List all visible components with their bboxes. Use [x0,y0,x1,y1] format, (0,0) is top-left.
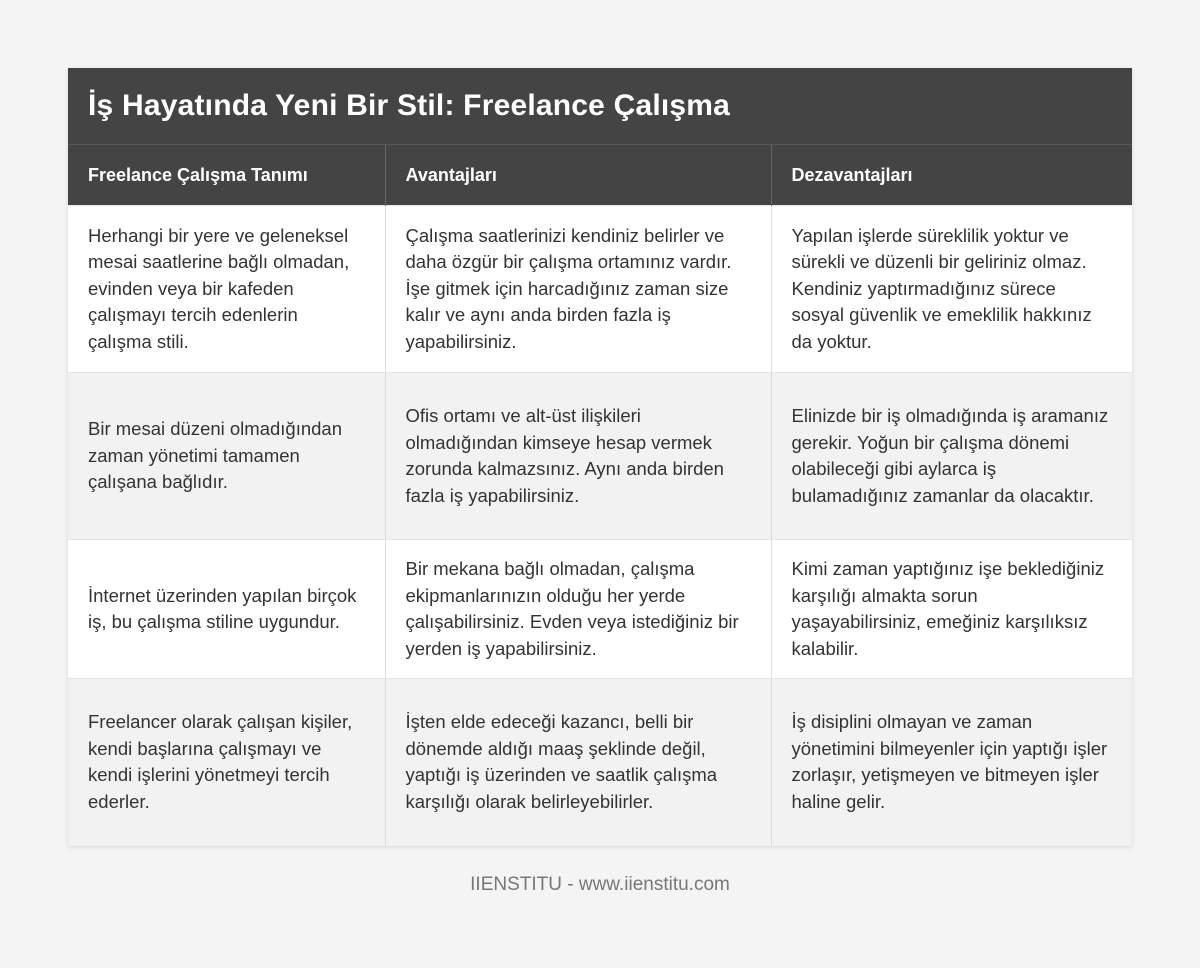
disadvantage-cell: İş disiplini olmayan ve zaman yönetimini bilmeyenler için yaptığı işler zorlaşır, yetişmeyen ve bitmeyen işler haline gelir. [771,679,1132,846]
definition-cell: Herhangi bir yere ve geleneksel mesai saatlerine bağlı olmadan, evinden veya bir kafeden çalışmayı tercih edenlerin çalışma stili. [68,206,385,373]
advantage-cell: Ofis ortamı ve alt-üst ilişkileri olmadığından kimseye hesap vermek zorunda kalmazsınız. Aynı anda birden fazla iş yapabilirsiniz. [385,373,771,540]
advantage-cell: Çalışma saatlerinizi kendiniz belirler ve daha özgür bir çalışma ortamınız vardır. İşe gitmek için harcadığınız zaman size kalır ve aynı anda birden fazla iş yapabilirsiniz. [385,206,771,373]
definition-cell: Freelancer olarak çalışan kişiler, kendi başlarına çalışmayı ve kendi işlerini yönetmeyi tercih ederler. [68,679,385,846]
footer-credit: IIENSTITU - www.iienstitu.com [470,874,730,895]
disadvantage-cell: Yapılan işlerde süreklilik yoktur ve sürekli ve düzenli bir geliriniz olmaz. Kendiniz yaptırmadığınız sürece sosyal güvenlik ve emeklilik hakkınız da yoktur. [771,206,1132,373]
table-row [68,206,1132,373]
column-header-disadvantages: Dezavantajları [771,145,1132,206]
definition-cell: Bir mesai düzeni olmadığından zaman yönetimi tamamen çalışana bağlıdır. [68,373,385,540]
info-table-card [68,68,1132,846]
page-title: İş Hayatında Yeni Bir Stil: Freelance Çalışma [88,89,731,122]
table-row [68,540,1132,679]
definition-cell: İnternet üzerinden yapılan birçok iş, bu çalışma stiline uygundur. [68,540,385,679]
table-header-row [68,145,1132,206]
column-header-advantages: Avantajları [385,145,771,206]
advantage-cell: İşten elde edeceği kazancı, belli bir dönemde aldığı maaş şeklinde değil, yaptığı iş üzerinden ve saatlik çalışma karşılığı olarak belirleyebilirler. [385,679,771,846]
comparison-table [68,144,1132,846]
table-row [68,679,1132,846]
advantage-cell: Bir mekana bağlı olmadan, çalışma ekipmanlarınızın olduğu her yerde çalışabilirsiniz. Evden veya istediğiniz bir yerden iş yapabilirsiniz. [385,540,771,679]
disadvantage-cell: Elinizde bir iş olmadığında iş aramanız gerekir. Yoğun bir çalışma dönemi olabileceği gibi aylarca iş bulamadığınız zamanlar da olacaktır. [771,373,1132,540]
disadvantage-cell: Kimi zaman yaptığınız işe beklediğiniz karşılığı almakta sorun yaşayabilirsiniz, emeğiniz karşılıksız kalabilir. [771,540,1132,679]
table-row [68,373,1132,540]
title-bar [68,68,1132,144]
column-header-definition: Freelance Çalışma Tanımı [68,145,385,206]
